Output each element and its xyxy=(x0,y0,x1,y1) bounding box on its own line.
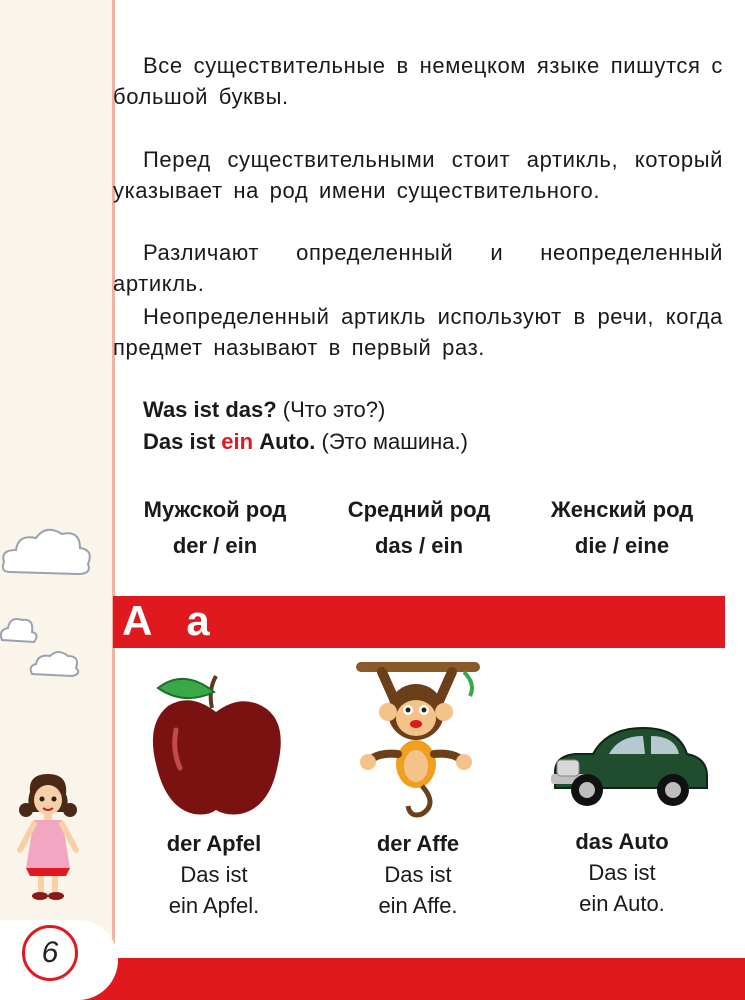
page-number: 6 xyxy=(22,925,78,981)
paragraph-capitalization: Все существительные в немецком языке пишутся с большой буквы. xyxy=(113,53,723,109)
example-question xyxy=(143,394,385,426)
item-word: das Auto xyxy=(575,829,669,854)
banner-letter-upper: A xyxy=(122,597,155,644)
cloud-icon xyxy=(0,522,95,582)
example-answer xyxy=(143,426,468,458)
banner-letters xyxy=(122,597,244,645)
gender-articles: der / ein xyxy=(172,533,258,558)
item-word: der Affe xyxy=(376,831,460,856)
car-illustration xyxy=(547,714,712,814)
gender-articles: die / eine xyxy=(574,533,670,558)
item-line: ein Apfel. xyxy=(168,893,260,918)
banner-letter-lower: a xyxy=(186,597,212,644)
cloud-icon xyxy=(28,648,82,680)
example-answer-de-end: Auto. xyxy=(259,429,316,454)
item-line: Das ist xyxy=(180,862,248,887)
paragraph-indefinite: Неопределенный артикль используют в речи, когда предмет называют в первый раз. xyxy=(113,304,723,360)
apple-illustration xyxy=(150,664,285,824)
item-line: Das ist xyxy=(588,860,656,885)
example-answer-article: ein xyxy=(221,429,254,454)
gender-masculine xyxy=(120,492,310,564)
item-apple xyxy=(114,828,314,921)
gender-feminine xyxy=(527,492,717,564)
item-word: der Apfel xyxy=(166,831,262,856)
gender-title: Мужской род xyxy=(143,497,287,522)
example-answer-de-start: Das ist xyxy=(143,429,216,454)
cloud-icon xyxy=(0,612,40,646)
item-car xyxy=(522,826,722,919)
item-line: ein Affe. xyxy=(378,893,458,918)
monkey-illustration xyxy=(352,656,487,821)
item-monkey xyxy=(318,828,518,921)
item-line: ein Auto. xyxy=(579,891,665,916)
example-question-ru: (Что это?) xyxy=(282,397,386,422)
paragraph-article: Перед существительными стоит артикль, который указывает на род имени существительного. xyxy=(113,147,723,203)
item-line: Das ist xyxy=(384,862,452,887)
example-answer-ru: (Это машина.) xyxy=(321,429,468,454)
gender-title: Женский род xyxy=(550,497,694,522)
gender-title: Средний род xyxy=(347,497,491,522)
paragraph-article-types: Различают определенный и неопределенный артикль. xyxy=(113,240,723,296)
gender-articles: das / ein xyxy=(374,533,464,558)
example-question-de: Was ist das? xyxy=(143,397,277,422)
gender-neuter xyxy=(324,492,514,564)
girl-illustration xyxy=(16,772,80,904)
